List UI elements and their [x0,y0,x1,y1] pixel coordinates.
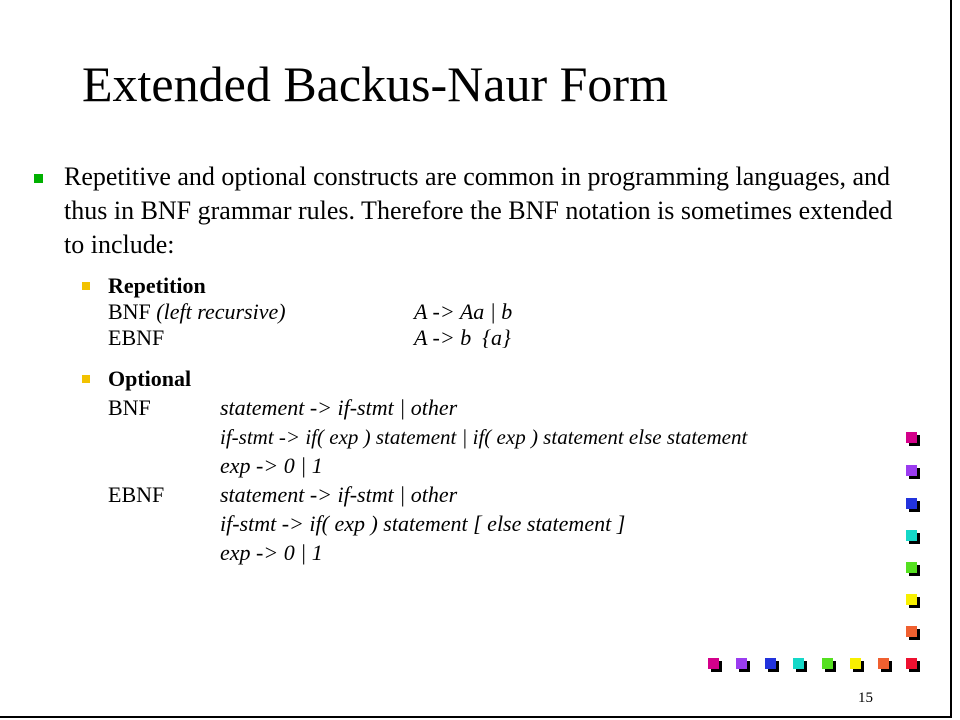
repetition-bnf-qualifier: (left recursive) [156,299,286,324]
decorative-square-icon [708,658,719,669]
repetition-bullet-icon [82,282,90,290]
decorative-square-icon [793,658,804,669]
intro-paragraph: Repetitive and optional constructs are common in programming languages, and thus in BNF grammar rules. Therefore the BNF notation is sometimes extended to include: [64,162,893,259]
decorative-square-icon [878,658,889,669]
optional-ebnf-rule: if-stmt -> if( exp ) statement [ else statement ] [220,511,626,536]
slide-frame-right [950,0,952,718]
slide-frame-bottom [0,716,952,718]
optional-bnf-rule: statement -> if-stmt | other [220,395,458,420]
repetition-ebnf-rule: A -> b {a} [414,325,511,350]
repetition-bnf-line [108,299,286,325]
decorative-square-icon [906,465,917,476]
decorative-square-icon [906,562,917,573]
decorative-square-icon [906,432,917,443]
slide-title: Extended Backus-Naur Form [82,56,668,112]
repetition-ebnf-label: EBNF [108,325,165,350]
decorative-square-icon [906,626,917,637]
decorative-square-icon [906,594,917,605]
decorative-square-icon [906,498,917,509]
decorative-square-icon [765,658,776,669]
optional-ebnf-label: EBNF [108,482,165,507]
decorative-square-icon [736,658,747,669]
optional-bullet-icon [82,375,90,383]
decorative-square-icon [906,658,917,669]
decorative-square-icon [850,658,861,669]
optional-bnf-rule: if-stmt -> if( exp ) statement | if( exp ) statement else statement [220,425,748,449]
main-bullet-icon [34,174,43,183]
optional-bnf-rule: exp -> 0 | 1 [220,453,323,478]
repetition-bnf-rule: A -> Aa | b [414,299,513,324]
decorative-square-icon [906,530,917,541]
optional-bnf-label: BNF [108,395,151,420]
repetition-heading: Repetition [108,273,206,298]
page-number: 15 [858,690,873,706]
decorative-square-icon [822,658,833,669]
optional-ebnf-rule: exp -> 0 | 1 [220,540,323,565]
optional-ebnf-rule: statement -> if-stmt | other [220,482,458,507]
repetition-bnf-label: BNF [108,299,157,324]
optional-heading: Optional [108,366,192,391]
